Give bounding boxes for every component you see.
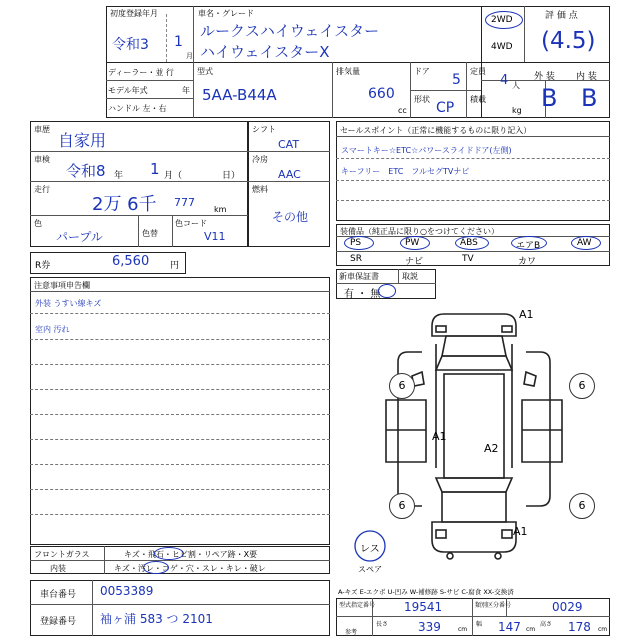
wheel-front-right-mark: 6 [578,379,586,392]
left-doors [386,400,426,462]
damage-left-mark: A1 [432,430,447,443]
spare-tire-mark: レス [360,544,380,555]
wheel-front-left [389,373,415,399]
usage-value: 自家用 [58,131,107,150]
car-name: ルークスハイウェイスター [200,22,380,40]
shape-label: 形状 [414,95,430,104]
displacement-label: 排気量 [336,67,360,76]
shaken-era: 令和8 [66,162,106,180]
interior-label: 内装 [50,564,66,573]
equipment-airbag: エアB [516,241,541,251]
width-unit: cm [526,626,536,633]
km-unit: km [214,205,227,214]
designation-number: 19541 [404,600,443,614]
chip-circle [154,547,184,560]
mileage-main: 2万 6千 [92,194,157,215]
model-year-unit: 年 [182,86,190,95]
length-label: 長さ [376,621,389,628]
capacity-value: 4 [500,73,509,88]
hood-outline [442,336,506,356]
displacement-value: 660 [368,86,395,102]
recycle-value: 6,560 [112,254,150,269]
shaken-month-unit: 月（ [164,171,183,181]
width-label: 幅 [476,621,483,628]
equipment-navi: ナビ [405,257,424,267]
usage-label: 車歴 [34,125,50,134]
chassis-number: 0053389 [100,584,154,598]
shift-label: シフト [252,125,276,134]
wheel-rear-right [569,493,595,519]
wheel-front-right [569,373,595,399]
score-label: 評 価 点 [545,11,578,21]
mileage-label: 走行 [34,185,50,194]
ac-label: 冷房 [252,155,268,164]
cc-unit: cc [398,106,407,115]
color-code: V11 [204,230,226,243]
windshield-outline [436,356,512,370]
plate-label: 登録番号 [40,617,77,627]
notes-line-2: 室内 汚れ [35,325,70,334]
right-doors [522,400,562,462]
roof-outline [444,374,504,478]
drive-2wd: 2WD [491,15,513,25]
damage-rear-mark: A1 [513,525,528,538]
equipment-tv: TV [462,254,474,264]
recycle-box [30,252,186,274]
model-year-label: モデル年式 [108,86,148,95]
car-grade: ハイウェイスターX [200,43,330,61]
shaken-label: 車検 [34,155,50,164]
tone-label: 色替 [142,229,158,238]
rear-lamp-right [502,530,512,538]
damage-legend: A-キズ E-エクボ U-凹み W-補修跡 S-サビ C-腐食 XX-交換済 [338,588,514,596]
door-label: ドア [414,67,430,76]
front-lamp-left [436,326,446,332]
yen-unit: 円 [170,261,180,271]
car-name-label: 車名・グレード [198,9,254,18]
notes-label: 注意事項申告欄 [34,281,90,290]
height-unit: cm [598,626,608,633]
load-label: 積載 [470,95,486,104]
wheel-rear-right-mark: 6 [578,499,586,512]
capacity-label: 定員 [470,67,486,76]
shift-value: CAT [278,138,300,151]
notes-line-1: 外装 うすい線キズ [35,299,102,308]
month-unit: 月 [186,52,193,60]
exterior-grade-label: 外 装 [534,72,555,82]
ac-value: AAC [278,168,301,181]
first-registration-label: 初度登録年月 [110,9,158,18]
year-unit: 年 [114,171,124,181]
equipment-ps: PS [350,238,362,248]
equipment-label: 装備品（純正品に限り○をつけてください） [340,227,499,236]
capacity-unit: 人 [512,81,520,90]
rear-gate-outline [442,492,506,522]
exterior-grade: B [541,84,558,112]
equipment-sr: SR [350,254,362,264]
width-value: 147 [498,620,521,634]
shaken-day-unit: 日） [222,171,241,181]
equipment-leather: カワ [518,257,537,267]
damage-roof-mark: A2 [484,442,499,455]
dirt-circle [143,561,169,574]
rear-lamp-left [436,530,446,538]
mileage-sub: 777 [174,196,195,209]
rear-bumper-outline [432,522,516,552]
first-registration-era: 令和3 [112,37,149,53]
sales-point-label: セールスポイント（正常に機能するものに限り記入） [340,126,532,135]
fuel-value: その他 [272,210,309,224]
rear-window-outline [436,478,512,492]
interior-grade: B [581,84,598,112]
plate-number: 袖ヶ浦 583 つ 2101 [100,612,213,626]
door-count: 5 [452,72,461,88]
interior-grade-label: 内 装 [576,72,597,82]
color-value: パープル [56,230,103,244]
manual-label: 取説 [402,272,418,281]
equipment-pw: PW [405,238,420,248]
shaken-month: 1 [150,160,160,178]
sales-point-line-2: キーフリー ETC フルセグTVナビ [341,167,470,176]
category-label: 類別区分番号 [475,602,512,609]
length-unit: cm [458,626,468,633]
kg-unit: kg [512,106,522,115]
equipment-aw: AW [577,238,592,248]
wheel-front-left-mark: 6 [398,379,406,392]
interior-text: キズ・汚レ・コゲ・穴・スレ・キレ・破レ [114,564,266,573]
overall-score: (4.5) [541,28,596,54]
body-shape: CP [436,100,455,116]
height-value: 178 [568,620,591,634]
warranty-none-circle [378,284,396,298]
warranty-label: 新車保証書 [339,272,379,281]
drive-4wd: 4WD [491,42,513,52]
damage-front-mark: A1 [519,308,534,321]
warranty-value: 有 ・ 無 [344,289,381,300]
length-value: 339 [418,620,441,634]
wheel-rear-left-mark: 6 [398,499,406,512]
color-label: 色 [34,219,42,228]
height-label: 高さ [540,621,553,628]
color-code-label: 色コード [175,219,207,228]
front-glass-text: キズ・飛石・ヒビ割・リペア跡・X要 [124,550,258,559]
handle-label: ハンドル 左・右 [108,104,167,113]
dealer-label: ディーラー・並 行 [108,68,174,77]
front-glass-label: フロントガラス [34,550,90,559]
sales-point-line-1: スマートキー☆ETC☆パワースライドドア(左側) [341,146,512,155]
fuel-label: 燃料 [252,185,268,194]
right-mirror [524,372,536,386]
chassis-label: 車台番号 [40,590,77,600]
right-side-outline [526,352,550,506]
recycle-label: R券 [35,261,51,271]
rear-detail-left [447,553,453,559]
rear-detail-right [495,553,501,559]
model-code: 5AA-B44A [202,86,277,104]
notes-box [30,277,330,545]
designation-label: 型式指定番号 [339,602,376,609]
first-registration-month: 1 [174,34,183,50]
spare-label: スペア [358,565,382,574]
front-lamp-right [502,326,512,332]
model-type-label: 型式 [197,67,213,76]
equipment-abs: ABS [460,238,478,248]
wheel-rear-left [389,493,415,519]
category-number: 0029 [552,600,583,614]
reference-label: 参考 [345,629,358,636]
body-outline [436,344,512,468]
